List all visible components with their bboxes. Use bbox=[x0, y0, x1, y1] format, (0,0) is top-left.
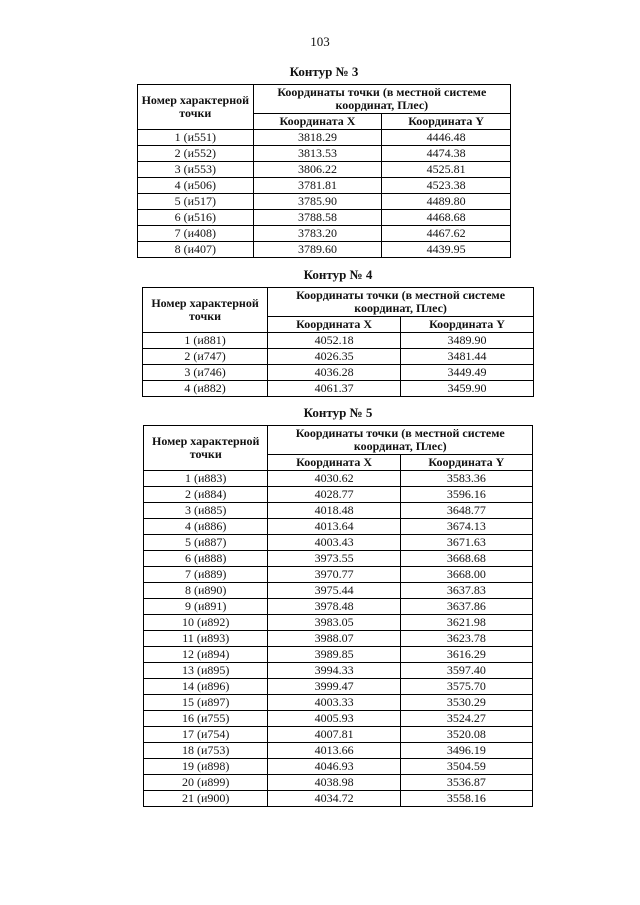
coordinate-x-cell: 3999.47 bbox=[268, 679, 400, 695]
coordinate-x-cell: 3789.60 bbox=[253, 242, 382, 258]
table-row bbox=[143, 381, 534, 397]
coordinate-y-cell: 4489.80 bbox=[382, 194, 511, 210]
point-number-cell: 2 (и747) bbox=[143, 349, 268, 365]
page-number: 103 bbox=[310, 34, 330, 49]
table-row bbox=[144, 647, 533, 663]
coordinate-y-cell: 3520.08 bbox=[400, 727, 532, 743]
table-row bbox=[144, 791, 533, 807]
table-row bbox=[144, 743, 533, 759]
point-number-cell: 12 (и894) bbox=[144, 647, 268, 663]
point-number-header: Номер характерной точки bbox=[143, 288, 268, 333]
coordinate-y-cell: 3583.36 bbox=[400, 471, 532, 487]
coordinate-x-cell: 4038.98 bbox=[268, 775, 400, 791]
table-row bbox=[144, 663, 533, 679]
coordinate-y-cell: 3668.00 bbox=[400, 567, 532, 583]
table-row bbox=[138, 130, 511, 146]
point-number-cell: 6 (и516) bbox=[138, 210, 254, 226]
coordinate-x-cell: 4061.37 bbox=[268, 381, 401, 397]
point-number-cell: 9 (и891) bbox=[144, 599, 268, 615]
coordinate-x-cell: 3806.22 bbox=[253, 162, 382, 178]
coordinates-header: Координаты точки (в местной системе координат, Плес) bbox=[268, 288, 534, 317]
coordinate-x-cell: 4030.62 bbox=[268, 471, 400, 487]
coordinate-x-cell: 4007.81 bbox=[268, 727, 400, 743]
table-row bbox=[144, 535, 533, 551]
coordinate-x-cell: 4003.33 bbox=[268, 695, 400, 711]
table-row bbox=[138, 146, 511, 162]
contour-4-table bbox=[142, 287, 534, 397]
table-row bbox=[144, 679, 533, 695]
table-row bbox=[144, 551, 533, 567]
table-row bbox=[144, 519, 533, 535]
table-row bbox=[138, 226, 511, 242]
point-number-cell: 11 (и893) bbox=[144, 631, 268, 647]
point-number-cell: 20 (и899) bbox=[144, 775, 268, 791]
coordinate-y-cell: 3496.19 bbox=[400, 743, 532, 759]
table-row bbox=[144, 471, 533, 487]
coordinate-x-cell: 4018.48 bbox=[268, 503, 400, 519]
table-row bbox=[144, 727, 533, 743]
point-number-cell: 14 (и896) bbox=[144, 679, 268, 695]
table-row bbox=[144, 599, 533, 615]
coordinate-y-cell: 3648.77 bbox=[400, 503, 532, 519]
coordinate-y-cell: 3449.49 bbox=[401, 365, 534, 381]
point-number-cell: 17 (и754) bbox=[144, 727, 268, 743]
coordinates-header: Координаты точки (в местной системе координат, Плес) bbox=[253, 85, 510, 114]
coordinate-x-cell: 3989.85 bbox=[268, 647, 400, 663]
coordinate-x-cell: 4013.64 bbox=[268, 519, 400, 535]
table-row bbox=[144, 775, 533, 791]
coordinate-x-cell: 4003.43 bbox=[268, 535, 400, 551]
coordinate-x-cell: 4013.66 bbox=[268, 743, 400, 759]
coordinate-x-cell: 3783.20 bbox=[253, 226, 382, 242]
table-row bbox=[144, 631, 533, 647]
coordinate-y-cell: 3637.86 bbox=[400, 599, 532, 615]
coordinate-y-header: Координата Y bbox=[400, 455, 532, 471]
point-number-cell: 4 (и886) bbox=[144, 519, 268, 535]
coordinate-y-cell: 4468.68 bbox=[382, 210, 511, 226]
coordinate-y-cell: 4525.81 bbox=[382, 162, 511, 178]
contour-5-rows bbox=[144, 471, 533, 807]
coordinate-x-header: Координата X bbox=[268, 317, 401, 333]
coordinate-y-cell: 3575.70 bbox=[400, 679, 532, 695]
point-number-cell: 7 (и889) bbox=[144, 567, 268, 583]
coordinate-x-header: Координата X bbox=[253, 114, 382, 130]
coordinate-x-cell: 3785.90 bbox=[253, 194, 382, 210]
coordinate-y-cell: 3623.78 bbox=[400, 631, 532, 647]
coordinate-y-cell: 3596.16 bbox=[400, 487, 532, 503]
table-row bbox=[143, 349, 534, 365]
contour-5-table bbox=[143, 425, 533, 807]
coordinate-y-cell: 3524.27 bbox=[400, 711, 532, 727]
coordinate-x-cell: 4052.18 bbox=[268, 333, 401, 349]
coordinate-x-cell: 3983.05 bbox=[268, 615, 400, 631]
point-number-cell: 2 (и552) bbox=[138, 146, 254, 162]
table-row bbox=[144, 583, 533, 599]
coordinates-header: Координаты точки (в местной системе координат, Плес) bbox=[268, 426, 533, 455]
contour-4-title: Контур № 4 bbox=[303, 267, 373, 282]
coordinate-x-cell: 3973.55 bbox=[268, 551, 400, 567]
point-number-cell: 19 (и898) bbox=[144, 759, 268, 775]
point-number-cell: 15 (и897) bbox=[144, 695, 268, 711]
coordinate-y-cell: 3674.13 bbox=[400, 519, 532, 535]
point-number-cell: 3 (и553) bbox=[138, 162, 254, 178]
coordinate-y-cell: 3530.29 bbox=[400, 695, 532, 711]
coordinate-x-cell: 3970.77 bbox=[268, 567, 400, 583]
coordinate-y-cell: 3621.98 bbox=[400, 615, 532, 631]
contour-3-rows bbox=[138, 130, 511, 258]
point-number-cell: 8 (и407) bbox=[138, 242, 254, 258]
coordinate-x-cell: 4034.72 bbox=[268, 791, 400, 807]
point-number-cell: 8 (и890) bbox=[144, 583, 268, 599]
table-row bbox=[144, 503, 533, 519]
coordinate-y-header: Координата Y bbox=[382, 114, 511, 130]
contour-5-section bbox=[143, 405, 533, 807]
contour-4-section bbox=[142, 267, 534, 397]
point-number-header: Номер характерной точки bbox=[144, 426, 268, 471]
table-row bbox=[138, 242, 511, 258]
contour-3-title: Контур № 3 bbox=[289, 64, 359, 79]
point-number-cell: 16 (и755) bbox=[144, 711, 268, 727]
coordinate-x-cell: 4046.93 bbox=[268, 759, 400, 775]
table-row bbox=[144, 759, 533, 775]
point-number-cell: 1 (и551) bbox=[138, 130, 254, 146]
point-number-header: Номер характерной точки bbox=[138, 85, 254, 130]
point-number-cell: 3 (и746) bbox=[143, 365, 268, 381]
table-row bbox=[144, 711, 533, 727]
point-number-cell: 10 (и892) bbox=[144, 615, 268, 631]
coordinate-x-cell: 3988.07 bbox=[268, 631, 400, 647]
point-number-cell: 4 (и882) bbox=[143, 381, 268, 397]
table-row bbox=[144, 695, 533, 711]
table-row bbox=[138, 210, 511, 226]
point-number-cell: 21 (и900) bbox=[144, 791, 268, 807]
coordinate-y-cell: 3536.87 bbox=[400, 775, 532, 791]
coordinate-y-cell: 4523.38 bbox=[382, 178, 511, 194]
coordinate-y-cell: 3668.68 bbox=[400, 551, 532, 567]
coordinate-x-cell: 3813.53 bbox=[253, 146, 382, 162]
coordinate-y-cell: 4439.95 bbox=[382, 242, 511, 258]
coordinate-x-cell: 3781.81 bbox=[253, 178, 382, 194]
point-number-cell: 4 (и506) bbox=[138, 178, 254, 194]
table-row bbox=[144, 567, 533, 583]
coordinate-y-cell: 3459.90 bbox=[401, 381, 534, 397]
coordinate-y-cell: 3558.16 bbox=[400, 791, 532, 807]
coordinate-x-cell: 3788.58 bbox=[253, 210, 382, 226]
coordinate-y-cell: 4467.62 bbox=[382, 226, 511, 242]
table-row bbox=[143, 333, 534, 349]
coordinate-x-cell: 4005.93 bbox=[268, 711, 400, 727]
contour-3-table bbox=[137, 84, 511, 258]
coordinate-y-cell: 3597.40 bbox=[400, 663, 532, 679]
coordinate-y-cell: 3616.29 bbox=[400, 647, 532, 663]
contour-5-title: Контур № 5 bbox=[303, 405, 373, 420]
point-number-cell: 5 (и887) bbox=[144, 535, 268, 551]
table-row bbox=[138, 194, 511, 210]
coordinate-x-header: Координата X bbox=[268, 455, 400, 471]
point-number-cell: 7 (и408) bbox=[138, 226, 254, 242]
table-row bbox=[138, 162, 511, 178]
point-number-cell: 5 (и517) bbox=[138, 194, 254, 210]
coordinate-y-cell: 3671.63 bbox=[400, 535, 532, 551]
point-number-cell: 3 (и885) bbox=[144, 503, 268, 519]
coordinate-y-cell: 3504.59 bbox=[400, 759, 532, 775]
point-number-cell: 1 (и883) bbox=[144, 471, 268, 487]
point-number-cell: 2 (и884) bbox=[144, 487, 268, 503]
coordinate-x-cell: 3818.29 bbox=[253, 130, 382, 146]
coordinate-x-cell: 3978.48 bbox=[268, 599, 400, 615]
coordinate-x-cell: 4026.35 bbox=[268, 349, 401, 365]
point-number-cell: 18 (и753) bbox=[144, 743, 268, 759]
coordinate-y-cell: 4474.38 bbox=[382, 146, 511, 162]
contour-3-section bbox=[137, 64, 511, 258]
coordinate-y-cell: 4446.48 bbox=[382, 130, 511, 146]
coordinate-x-cell: 3994.33 bbox=[268, 663, 400, 679]
coordinate-x-cell: 4036.28 bbox=[268, 365, 401, 381]
coordinate-x-cell: 4028.77 bbox=[268, 487, 400, 503]
table-row bbox=[138, 178, 511, 194]
coordinate-y-cell: 3489.90 bbox=[401, 333, 534, 349]
table-row bbox=[144, 487, 533, 503]
coordinate-y-cell: 3481.44 bbox=[401, 349, 534, 365]
coordinate-x-cell: 3975.44 bbox=[268, 583, 400, 599]
point-number-cell: 1 (и881) bbox=[143, 333, 268, 349]
coordinate-y-header: Координата Y bbox=[401, 317, 534, 333]
point-number-cell: 6 (и888) bbox=[144, 551, 268, 567]
table-row bbox=[143, 365, 534, 381]
table-row bbox=[144, 615, 533, 631]
coordinate-y-cell: 3637.83 bbox=[400, 583, 532, 599]
point-number-cell: 13 (и895) bbox=[144, 663, 268, 679]
contour-4-rows bbox=[143, 333, 534, 397]
